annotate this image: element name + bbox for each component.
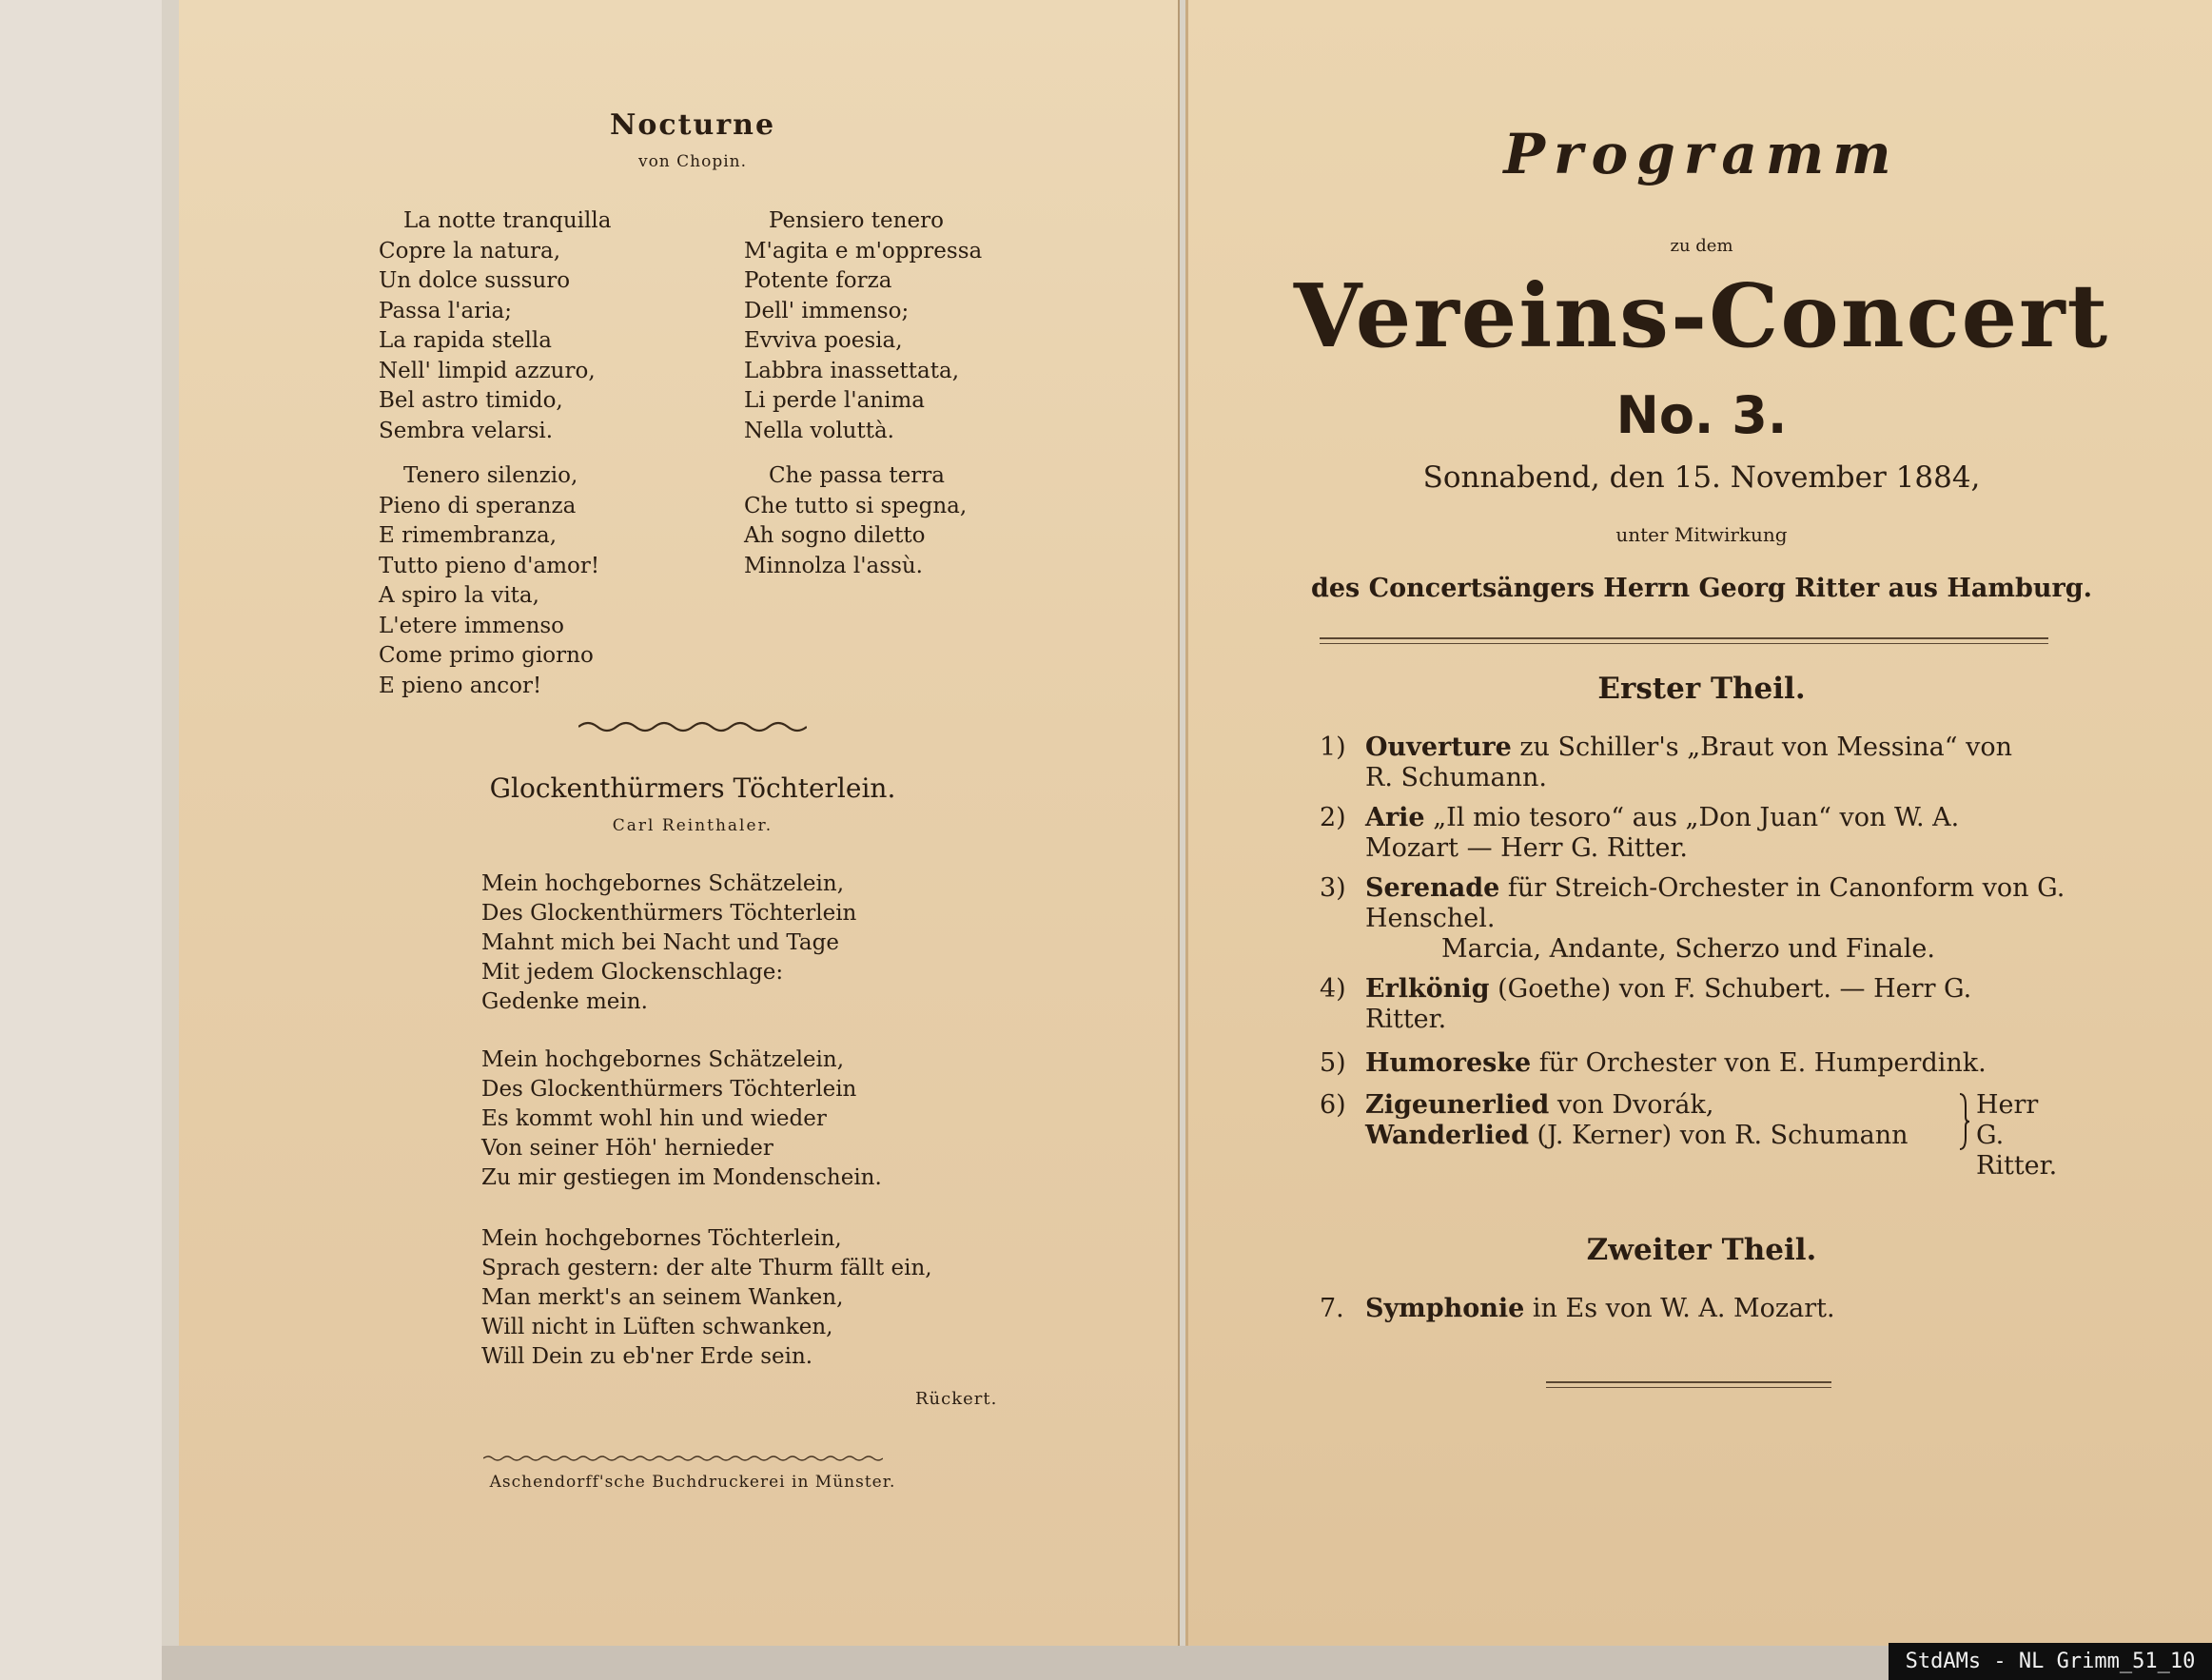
item-number: 5) bbox=[1320, 1048, 1346, 1078]
glocken-author: Rückert. bbox=[915, 1389, 998, 1409]
poem-line: Mahnt mich bei Nacht und Tage bbox=[481, 930, 839, 955]
item-detail: Henschel. bbox=[1365, 904, 1496, 933]
poem-line: E pieno ancor! bbox=[379, 673, 542, 698]
poem-line: Will nicht in Lüften schwanken, bbox=[481, 1315, 833, 1339]
item-work: Ouverture bbox=[1365, 733, 1512, 762]
item-work: Erlkönig bbox=[1365, 974, 1490, 1004]
unter-mitwirkung: unter Mitwirkung bbox=[1615, 523, 1788, 546]
poem-line: Potente forza bbox=[744, 268, 892, 293]
poem-line: Von seiner Höh' hernieder bbox=[481, 1136, 773, 1161]
item-detail: R. Schumann. bbox=[1365, 763, 1547, 792]
poem-line: Es kommt wohl hin und wieder bbox=[481, 1106, 827, 1131]
concert-number: No. 3. bbox=[1615, 385, 1788, 445]
closing-rule-top bbox=[1546, 1381, 1831, 1383]
printer-imprint: Aschendorff'sche Buchdruckerei in Münster. bbox=[489, 1473, 896, 1492]
poem-line: Des Glockenthürmers Töchterlein bbox=[481, 1077, 857, 1102]
poem-line: La notte tranquilla bbox=[403, 208, 612, 233]
item-detail: (J. Kerner) von R. Schumann bbox=[1528, 1121, 1909, 1150]
item-movements: Marcia, Andante, Scherzo und Finale. bbox=[1441, 934, 1935, 964]
item-detail: Mozart — Herr G. Ritter. bbox=[1365, 833, 1689, 863]
item-number: 4) bbox=[1320, 974, 1346, 1004]
poem-line: Nell' limpid azzuro, bbox=[379, 358, 596, 383]
poem-line: Man merkt's an seinem Wanken, bbox=[481, 1285, 844, 1310]
double-rule-bottom bbox=[1320, 643, 2048, 644]
item-number: 3) bbox=[1320, 873, 1346, 903]
poem-line: Minnolza l'assù. bbox=[744, 553, 923, 578]
item-performer: Herr G. bbox=[1976, 1090, 2039, 1150]
poem-line: Copre la natura, bbox=[379, 238, 561, 264]
item-work: Wanderlied bbox=[1365, 1121, 1529, 1150]
item-number: 2) bbox=[1320, 803, 1346, 832]
glocken-stanza-2 bbox=[481, 1045, 882, 1193]
poem-line: Dell' immenso; bbox=[744, 298, 910, 323]
glocken-stanza-3 bbox=[481, 1224, 932, 1372]
poem-line: Che passa terra bbox=[769, 463, 945, 488]
program-item-6 bbox=[1320, 1090, 2062, 1181]
poem-line: Che tutto si spegna, bbox=[744, 493, 968, 518]
wave-ornament bbox=[578, 718, 807, 735]
poem-line: Zu mir gestiegen im Mondenschein. bbox=[481, 1165, 882, 1190]
nocturne-right-stanza-1 bbox=[744, 206, 982, 446]
programm-heading: Programm bbox=[1503, 122, 1900, 186]
wave-rule bbox=[483, 1454, 883, 1463]
item-number: 7. bbox=[1320, 1294, 1344, 1323]
item-detail: (Goethe) von F. Schubert. — Herr G. bbox=[1489, 974, 1972, 1004]
poem-line: Mit jedem Glockenschlage: bbox=[481, 960, 784, 985]
item-work: Zigeunerlied bbox=[1365, 1090, 1550, 1120]
program-item-2 bbox=[1320, 803, 2062, 864]
program-item-4 bbox=[1320, 974, 2062, 1035]
poem-line: Tenero silenzio, bbox=[403, 463, 578, 488]
item-detail: für Orchester von E. Humperdink. bbox=[1531, 1048, 1987, 1078]
nocturne-composer: von Chopin. bbox=[637, 152, 748, 171]
poem-line: Mein hochgebornes Töchterlein, bbox=[481, 1226, 842, 1251]
glocken-stanza-1 bbox=[481, 869, 856, 1017]
concert-title: Vereins-Concert bbox=[1293, 264, 2110, 367]
poem-line: Un dolce sussuro bbox=[379, 268, 571, 293]
item-number: 6) bbox=[1320, 1090, 1346, 1120]
poem-line: Pensiero tenero bbox=[769, 208, 944, 233]
poem-line: Pieno di speranza bbox=[379, 493, 577, 518]
poem-line: Come primo giorno bbox=[379, 643, 594, 668]
poem-line: L'etere immenso bbox=[379, 613, 565, 638]
nocturne-right-stanza-2 bbox=[744, 461, 967, 581]
poem-line: Sprach gestern: der alte Thurm fällt ein, bbox=[481, 1256, 932, 1280]
right-page bbox=[1185, 0, 2212, 1646]
poem-line: Des Glockenthürmers Töchterlein bbox=[481, 901, 857, 926]
poem-line: Ah sogno diletto bbox=[744, 523, 926, 548]
glocken-composer: Carl Reinthaler. bbox=[612, 816, 773, 835]
left-page bbox=[179, 0, 1180, 1646]
program-item-7 bbox=[1320, 1294, 2062, 1324]
item-work: Symphonie bbox=[1365, 1294, 1525, 1323]
item-detail: „Il mio tesoro“ aus „Don Juan“ von W. A. bbox=[1424, 803, 1960, 832]
poem-line: La rapida stella bbox=[379, 328, 552, 353]
poem-line: M'agita e m'oppressa bbox=[744, 238, 983, 264]
poem-line: Nella voluttà. bbox=[744, 418, 894, 443]
item-work: Arie bbox=[1365, 803, 1425, 832]
item-performer: Ritter. bbox=[1976, 1151, 2058, 1181]
poem-line: Sembra velarsi. bbox=[379, 418, 554, 443]
program-item-3 bbox=[1320, 873, 2065, 965]
nocturne-left-stanza-1 bbox=[379, 206, 611, 446]
nocturne-left-stanza-2 bbox=[379, 461, 599, 701]
item-detail: Ritter. bbox=[1365, 1005, 1447, 1034]
soloist-line: des Concertsängers Herrn Georg Ritter aus Hamburg. bbox=[1311, 574, 2092, 603]
poem-line: E rimembranza, bbox=[379, 523, 558, 548]
item-work: Humoreske bbox=[1365, 1048, 1532, 1078]
poem-line: Mein hochgebornes Schätzelein, bbox=[481, 871, 845, 896]
poem-line: A spiro la vita, bbox=[379, 583, 539, 608]
program-item-5 bbox=[1320, 1048, 2062, 1079]
poem-line: Mein hochgebornes Schätzelein, bbox=[481, 1047, 845, 1072]
closing-rule-bottom bbox=[1546, 1387, 1831, 1388]
item-work: Serenade bbox=[1365, 873, 1500, 903]
poem-line: Evviva poesia, bbox=[744, 328, 903, 353]
concert-date: Sonnabend, den 15. November 1884, bbox=[1422, 460, 1981, 495]
scan-backdrop bbox=[0, 0, 162, 1680]
poem-line: Passa l'aria; bbox=[379, 298, 512, 323]
brace-icon bbox=[1957, 1092, 1970, 1151]
archive-label: StdAMs - NL Grimm_51_10 bbox=[1889, 1643, 2212, 1680]
poem-line: Bel astro timido, bbox=[379, 388, 563, 413]
poem-line: Tutto pieno d'amor! bbox=[379, 553, 600, 578]
double-rule-top bbox=[1320, 637, 2048, 639]
item-detail: zu Schiller's „Braut von Messina“ von bbox=[1511, 733, 2013, 762]
item-detail: für Streich-Orchester in Canonform von G. bbox=[1499, 873, 2065, 903]
glocken-title: Glockenthürmers Töchterlein. bbox=[489, 772, 896, 804]
program-item-1 bbox=[1320, 733, 2062, 793]
item-detail: in Es von W. A. Mozart. bbox=[1524, 1294, 1835, 1323]
nocturne-title: Nocturne bbox=[609, 108, 776, 142]
poem-line: Labbra inassettata, bbox=[744, 358, 960, 383]
part2-heading: Zweiter Theil. bbox=[1586, 1233, 1817, 1267]
zu-dem: zu dem bbox=[1670, 236, 1733, 256]
part1-heading: Erster Theil. bbox=[1597, 672, 1806, 706]
poem-line: Li perde l'anima bbox=[744, 388, 925, 413]
item-detail: von Dvorák, bbox=[1549, 1090, 1714, 1120]
item-number: 1) bbox=[1320, 733, 1346, 762]
poem-line: Gedenke mein. bbox=[481, 989, 648, 1014]
poem-line: Will Dein zu eb'ner Erde sein. bbox=[481, 1344, 813, 1369]
